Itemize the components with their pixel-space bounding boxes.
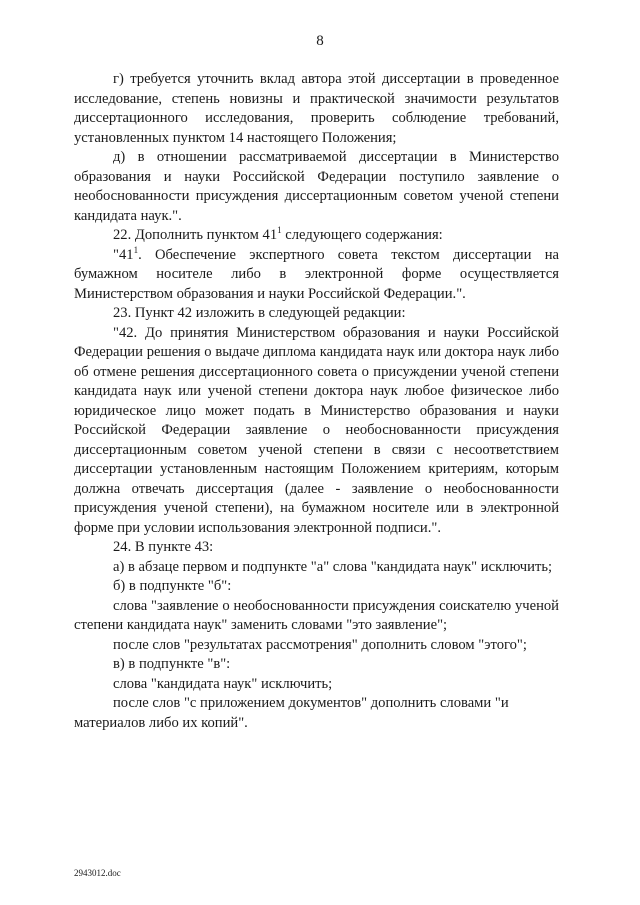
paragraph-item-22	[74, 226, 559, 246]
paragraph-subitem-v: в) в подпункте "в":	[113, 656, 231, 672]
paragraph-words-exclude: слова "кандидата наук" исключить;	[113, 675, 333, 692]
item-22-superscript: 1	[277, 225, 282, 236]
paragraph-item-23: 23. Пункт 42 изложить в следующей редакции:	[113, 305, 406, 321]
paragraph-words-add-etogo: после слов "результатах рассмотрения" дополнить словом "этого";	[113, 636, 527, 653]
paragraph-item-41-1	[74, 246, 559, 305]
paragraph-subitem-g: г) требуется уточнить вклад автора этой диссертации в проведенное исследование, степень новизны и практической значимости результатов диссертационного исследования, проверить соблюдение требований, установленных пунктом 14 настоящего Положения;	[74, 71, 559, 146]
document-body	[74, 70, 559, 733]
paragraph-item-42: "42. До принятия Министерством образования и науки Российской Федерации решения о выдаче диплома кандидата наук или доктора наук либо об отмене решения диссертационного совета о присуждении ученой степени кандидата наук или ученой степени доктора наук любое физическое либо юридическое лицо может подать в Министерство образования и науки Российской Федерации заявление о необоснованности присуждения диссертационным советом ученой степени в связи с несоответствием диссертации установленным настоящим Положением критериям, которым должна отвечать диссертация (далее - заявление о необоснованности присуждения ученой степени), на бумажном носителе или в электронной форме при условии использования электронной подписи.".	[74, 324, 559, 536]
page-number: 8	[316, 33, 324, 49]
paragraph-subitem-b: б) в подпункте "б":	[113, 578, 232, 594]
paragraph-subitem-a: а) в абзаце первом и подпункте "а" слова "кандидата наук" исключить;	[113, 558, 553, 575]
item-22-text-end: следующего содержания:	[281, 227, 443, 243]
paragraph-words-add-materials: после слов "с приложением документов" дополнить словами "и материалов либо их копий".	[74, 695, 509, 731]
document-filename: 2943012.doc	[74, 868, 121, 878]
paragraph-subitem-d: д) в отношении рассматриваемой диссертации в Министерство образования и науки Российской Федерации поступило заявление о необоснованности присуждения диссертационным советом ученой степени кандидата наук.".	[74, 149, 559, 224]
paragraph-item-24: 24. В пункте 43:	[113, 539, 214, 555]
item-22-text-start: 22. Дополнить пунктом 41	[113, 227, 278, 243]
item-41-1-text-end: . Обеспечение экспертного совета текстом диссертации на бумажном носителе либо в электронной форме осуществляется Министерством образования и науки Российской Федерации.".	[74, 246, 559, 302]
item-41-1-text-start: "41	[113, 246, 134, 263]
item-41-1-superscript: 1	[133, 244, 139, 255]
paragraph-words-replace: слова "заявление о необоснованности присуждения соискателю ученой степени кандидата наук" заменить словами "это заявление";	[74, 597, 559, 633]
